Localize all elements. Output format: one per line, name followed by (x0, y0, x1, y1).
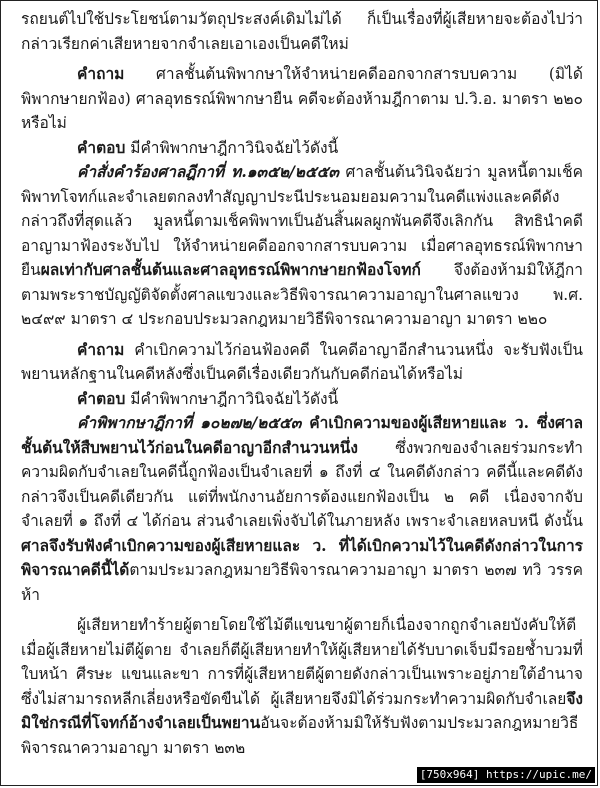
paragraph-analysis (21, 613, 583, 760)
text-run: คำพิพากษาฎีกาที่ ๑๐๒๗๒/๒๕๕๓ (77, 413, 302, 432)
watermark-label: [750x964] https://upic.me/ (417, 767, 595, 783)
supreme-court-judgment-10272 (21, 411, 583, 607)
text-run: ผลเท่ากับศาลชั้นต้นและศาลอุทธรณ์พิพากษายกฟ้องโจทก์ (40, 260, 421, 279)
text-run: จึงต้องห้ามมิให้ฎีกาตามพระราชบัญญัติจัดตั้งศาลแขวงและวิธีพิจารณาความอาญาในศาลแขวง พ.ศ. ๒๔๙๙ มาตรา ๔ ประกอบประมวลกฎหมายวิธีพิจารณาความอาญา มาตรา ๒๒๐ (21, 261, 583, 328)
answer-1 (21, 136, 583, 161)
text-run: อันจะต้องห้ามมิให้รับฟังตามประมวลกฎหมายวิธีพิจารณาความอาญา มาตรา ๒๓๒ (21, 714, 579, 757)
text-run: จึงมิใช่กรณีที่โจทก์อ้างจำเลยเป็นพยาน (21, 688, 583, 732)
supreme-court-order-1352 (21, 160, 583, 332)
answer-2 (21, 387, 583, 412)
text-run: คำเบิกความไว้ก่อนฟ้องคดี ในคดีอาญาอีกสำนวนหนึ่ง จะรับฟังเป็นพยานหลักฐานในคดีหลังซึ่งเป็นคดีเรื่องเดียวกันกับคดีก่อนได้หรือไม่ (21, 340, 583, 383)
question-1 (21, 62, 583, 136)
text-run: คำถาม (77, 339, 125, 359)
text-run: ศาลชั้นต้นพิพากษาให้จำหน่ายคดีออกจากสารบบความ (มิได้พิพากษายกฟ้อง) ศาลอุทธรณ์พิพากษายืน คดีจะต้องห้ามฎีกาตาม ป.วิ.อ. มาตรา ๒๒๐ หรือไม่ (21, 65, 583, 132)
text-run: ตามประมวลกฎหมายวิธีพิจารณาความอาญา มาตรา ๒๓๗ ทวิ วรรคห้า (21, 561, 583, 604)
text-run: คำสั่งคำร้องศาลฎีกาที่ ท.๑๓๕๒/๒๕๕๓ (77, 162, 340, 181)
text-run: คำตอบ (77, 137, 126, 157)
text-run: คำตอบ (77, 388, 126, 408)
document-body (21, 7, 583, 760)
text-run: รถยนต์ไปใช้ประโยชน์ตามวัตถุประสงค์เดิมไม่ได้ ก็เป็นเรื่องที่ผู้เสียหายจะต้องไปว่ากล่าวเรียกค่าเสียหายจากจำเลยเอาเองเป็นคดีใหม่ (21, 10, 583, 53)
text-run: ศาลจึงรับฟังคำเบิกความของผู้เสียหายและ ว. ที่ได้เบิกความไว้ในคดีดังกล่าวในการพิจารณาคดีนี้ได้ (21, 535, 583, 579)
text-run: มีคำพิพากษาฎีกาวินิจฉัยไว้ดังนี้ (125, 389, 339, 408)
question-2 (21, 338, 583, 387)
text-run: คำเบิกความของผู้เสียหายและ ว. ซึ่งศาลชั้นต้นให้สืบพยานไว้ก่อนในคดีอาญาอีกสำนวนหนึ่ง (21, 413, 584, 457)
text-run: คำถาม (77, 64, 125, 83)
text-run: มีคำพิพากษาฎีกาวินิจฉัยไว้ดังนี้ (125, 138, 339, 157)
text-run: ผู้เสียหายทำร้ายผู้ตายโดยใช้ไม้ตีแขนขาผู้ตายก็เนื่องจากถูกจำเลยบังคับให้ตี เมื่อผู้เสียหายไม่ตีผู้ตาย จำเลยก็ตีผู้เสียหายทำให้ผู้เสียหายได้รับบาดเจ็บมีรอยช้ำบวมที่ใบหน้า ศีรษะ แขนและขา การที่ผู้เสียหายตีผู้ตายดังกล่าวเป็นเพราะอยู่ภายใต้อำนาจซึ่งไม่สามารถหลีกเลี่ยงหรือขัดขืนได้ ผู้เสียหายจึงมิได้ร่วมกระทำความผิดกับจำเลย (21, 616, 583, 708)
text-run: ศาลชั้นต้นวินิจฉัยว่า มูลหนี้ตามเช็คพิพาทโจทก์และจำเลยตกลงทำสัญญาประนีประนอมยอมความในคดีแพ่งและคดีดังกล่าวถึงที่สุดแล้ว มูลหนี้ตามเช็คพิพาทเป็นอันสิ้นผลผูกพันคดีจึงเลิกกัน สิทธินำคดีอาญามาฟ้องระงับไป ให้จำหน่ายคดีออกจากสารบบความ เมื่อศาลอุทธรณ์พิพากษายืน (21, 163, 583, 279)
text-run: ซึ่งพวกของจำเลยร่วมกระทำความผิดกับจำเลยในคดีนี้ถูกฟ้องเป็นจำเลยที่ ๑ ถึงที่ ๔ ในคดีดังกล่าว คดีนี้และคดีดังกล่าวจึงเป็นคดีเดียวกัน แต่ที่พนักงานอัยการต้องแยกฟ้องเป็น ๒ คดี เนื่องจากจับจำเลยที่ ๑ ถึงที่ ๔ ได้ก่อน ส่วนจำเลยเพิ่งจับได้ในภายหลัง เพราะจำเลยหลบหนี ดังนั้น (21, 438, 583, 530)
paragraph-intro (21, 7, 583, 56)
